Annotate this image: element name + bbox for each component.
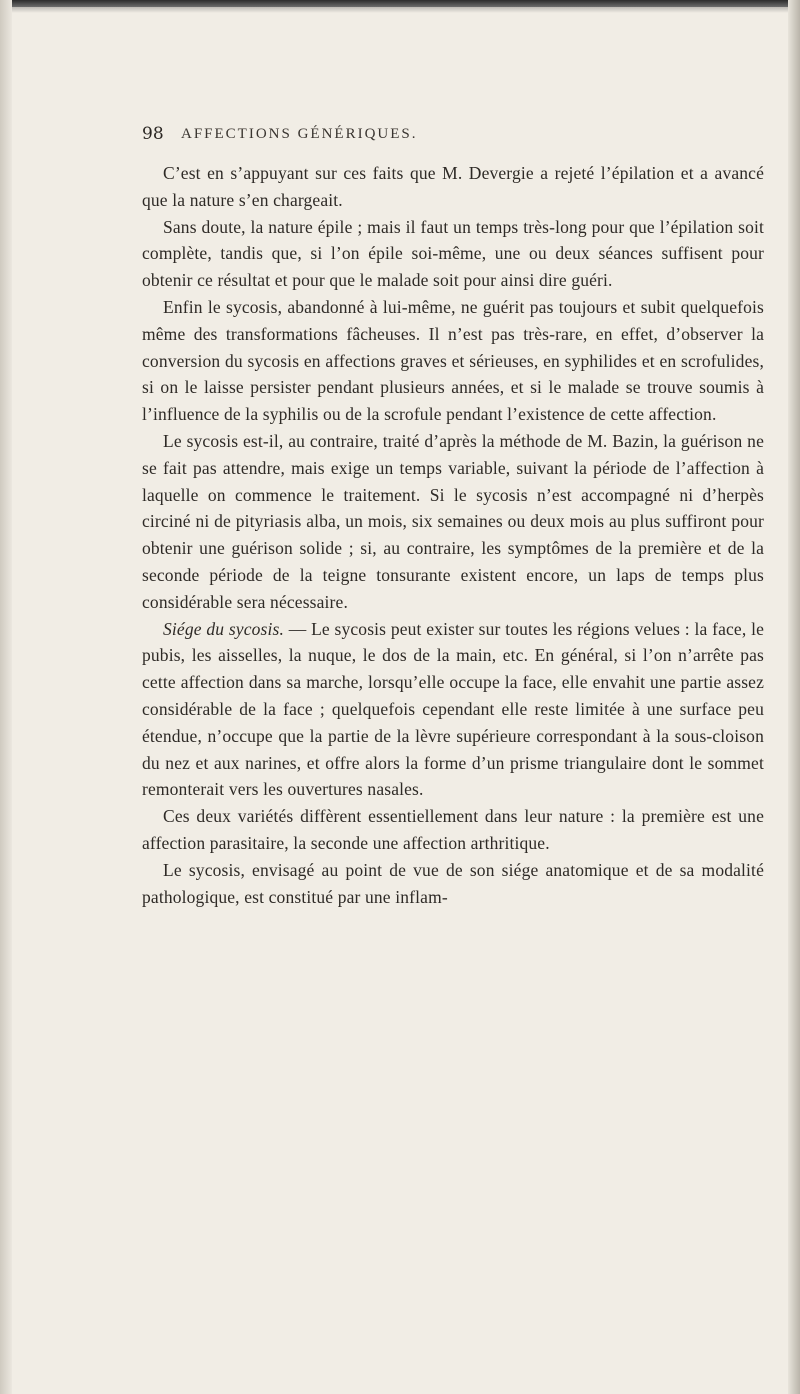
running-head: AFFECTIONS GÉNÉRIQUES. <box>181 126 418 142</box>
page-header <box>142 124 762 152</box>
page-number: 98 <box>142 124 164 144</box>
paragraph-2: Sans doute, la nature épile ; mais il faut un temps très-long pour que l’épilation soit complète, tandis que, si l’on épile soi-même, une ou deux séances suffisent pour obtenir ce résultat et pour que le malade soit pour ainsi dire guéri. <box>142 216 764 291</box>
page-left-edge <box>0 0 12 1394</box>
paragraph-6: Ces deux variétés diffèrent essentiellement dans leur nature : la première est une affection parasitaire, la seconde une affection arthritique. <box>142 806 764 853</box>
paragraph-3: Enfin le sycosis, abandonné à lui-même, ne guérit pas toujours et subit quelquefois même des transformations fâcheuses. Il n’est pas très-rare, en effet, d’observer la conversion du sycosis en affections graves et sérieuses, en syphilides et en scrofulides, si on le laisse persister pendant plusieurs années, et si le malade se trouve soumis à l’influence de la syphilis ou de la scrofule pendant l’existence de cette affection. <box>142 296 764 425</box>
page-right-edge <box>788 0 800 1394</box>
section-heading: Siége du sycosis. <box>163 618 285 639</box>
body-text <box>142 160 764 910</box>
paragraph-siege <box>142 616 764 804</box>
section-text: — Le sycosis peut exister sur toutes les régions velues : la face, le pubis, les aisselles, la nuque, le dos de la main, etc. En général, si l’on n’arrête pas cette affection dans sa marche, lorsqu’elle occupe la face, elle envahit une partie assez considérable de la face ; quelquefois cependant elle reste limitée à une surface peu étendue, n’occupe que la partie de la lèvre supérieure correspondant à la sous-cloison du nez et aux narines, et offre alors la forme d’un prisme triangulaire dont le sommet remonterait vers les ouvertures nasales. <box>142 618 764 800</box>
paragraph-4: Le sycosis est-il, au contraire, traité d’après la méthode de M. Bazin, la guérison ne se fait pas attendre, mais exige un temps variable, suivant la période de l’affection à laquelle on commence le traitement. Si le sycosis n’est accompagné ni d’herpès circiné ni de pityriasis alba, un mois, six semaines ou deux mois au plus suffiront pour obtenir une guérison solide ; si, au contraire, les symptômes de la première et de la seconde période de la teigne tonsurante existent encore, un laps de temps plus considérable sera nécessaire. <box>142 430 764 612</box>
page-top-edge <box>0 0 800 7</box>
page-top-shadow <box>0 7 800 13</box>
paragraph-1: C’est en s’appuyant sur ces faits que M. Devergie a rejeté l’épilation et a avancé que la nature s’en chargeait. <box>142 163 764 210</box>
paragraph-7: Le sycosis, envisagé au point de vue de son siége anatomique et de sa modalité pathologique, est constitué par une inflam- <box>142 859 764 907</box>
